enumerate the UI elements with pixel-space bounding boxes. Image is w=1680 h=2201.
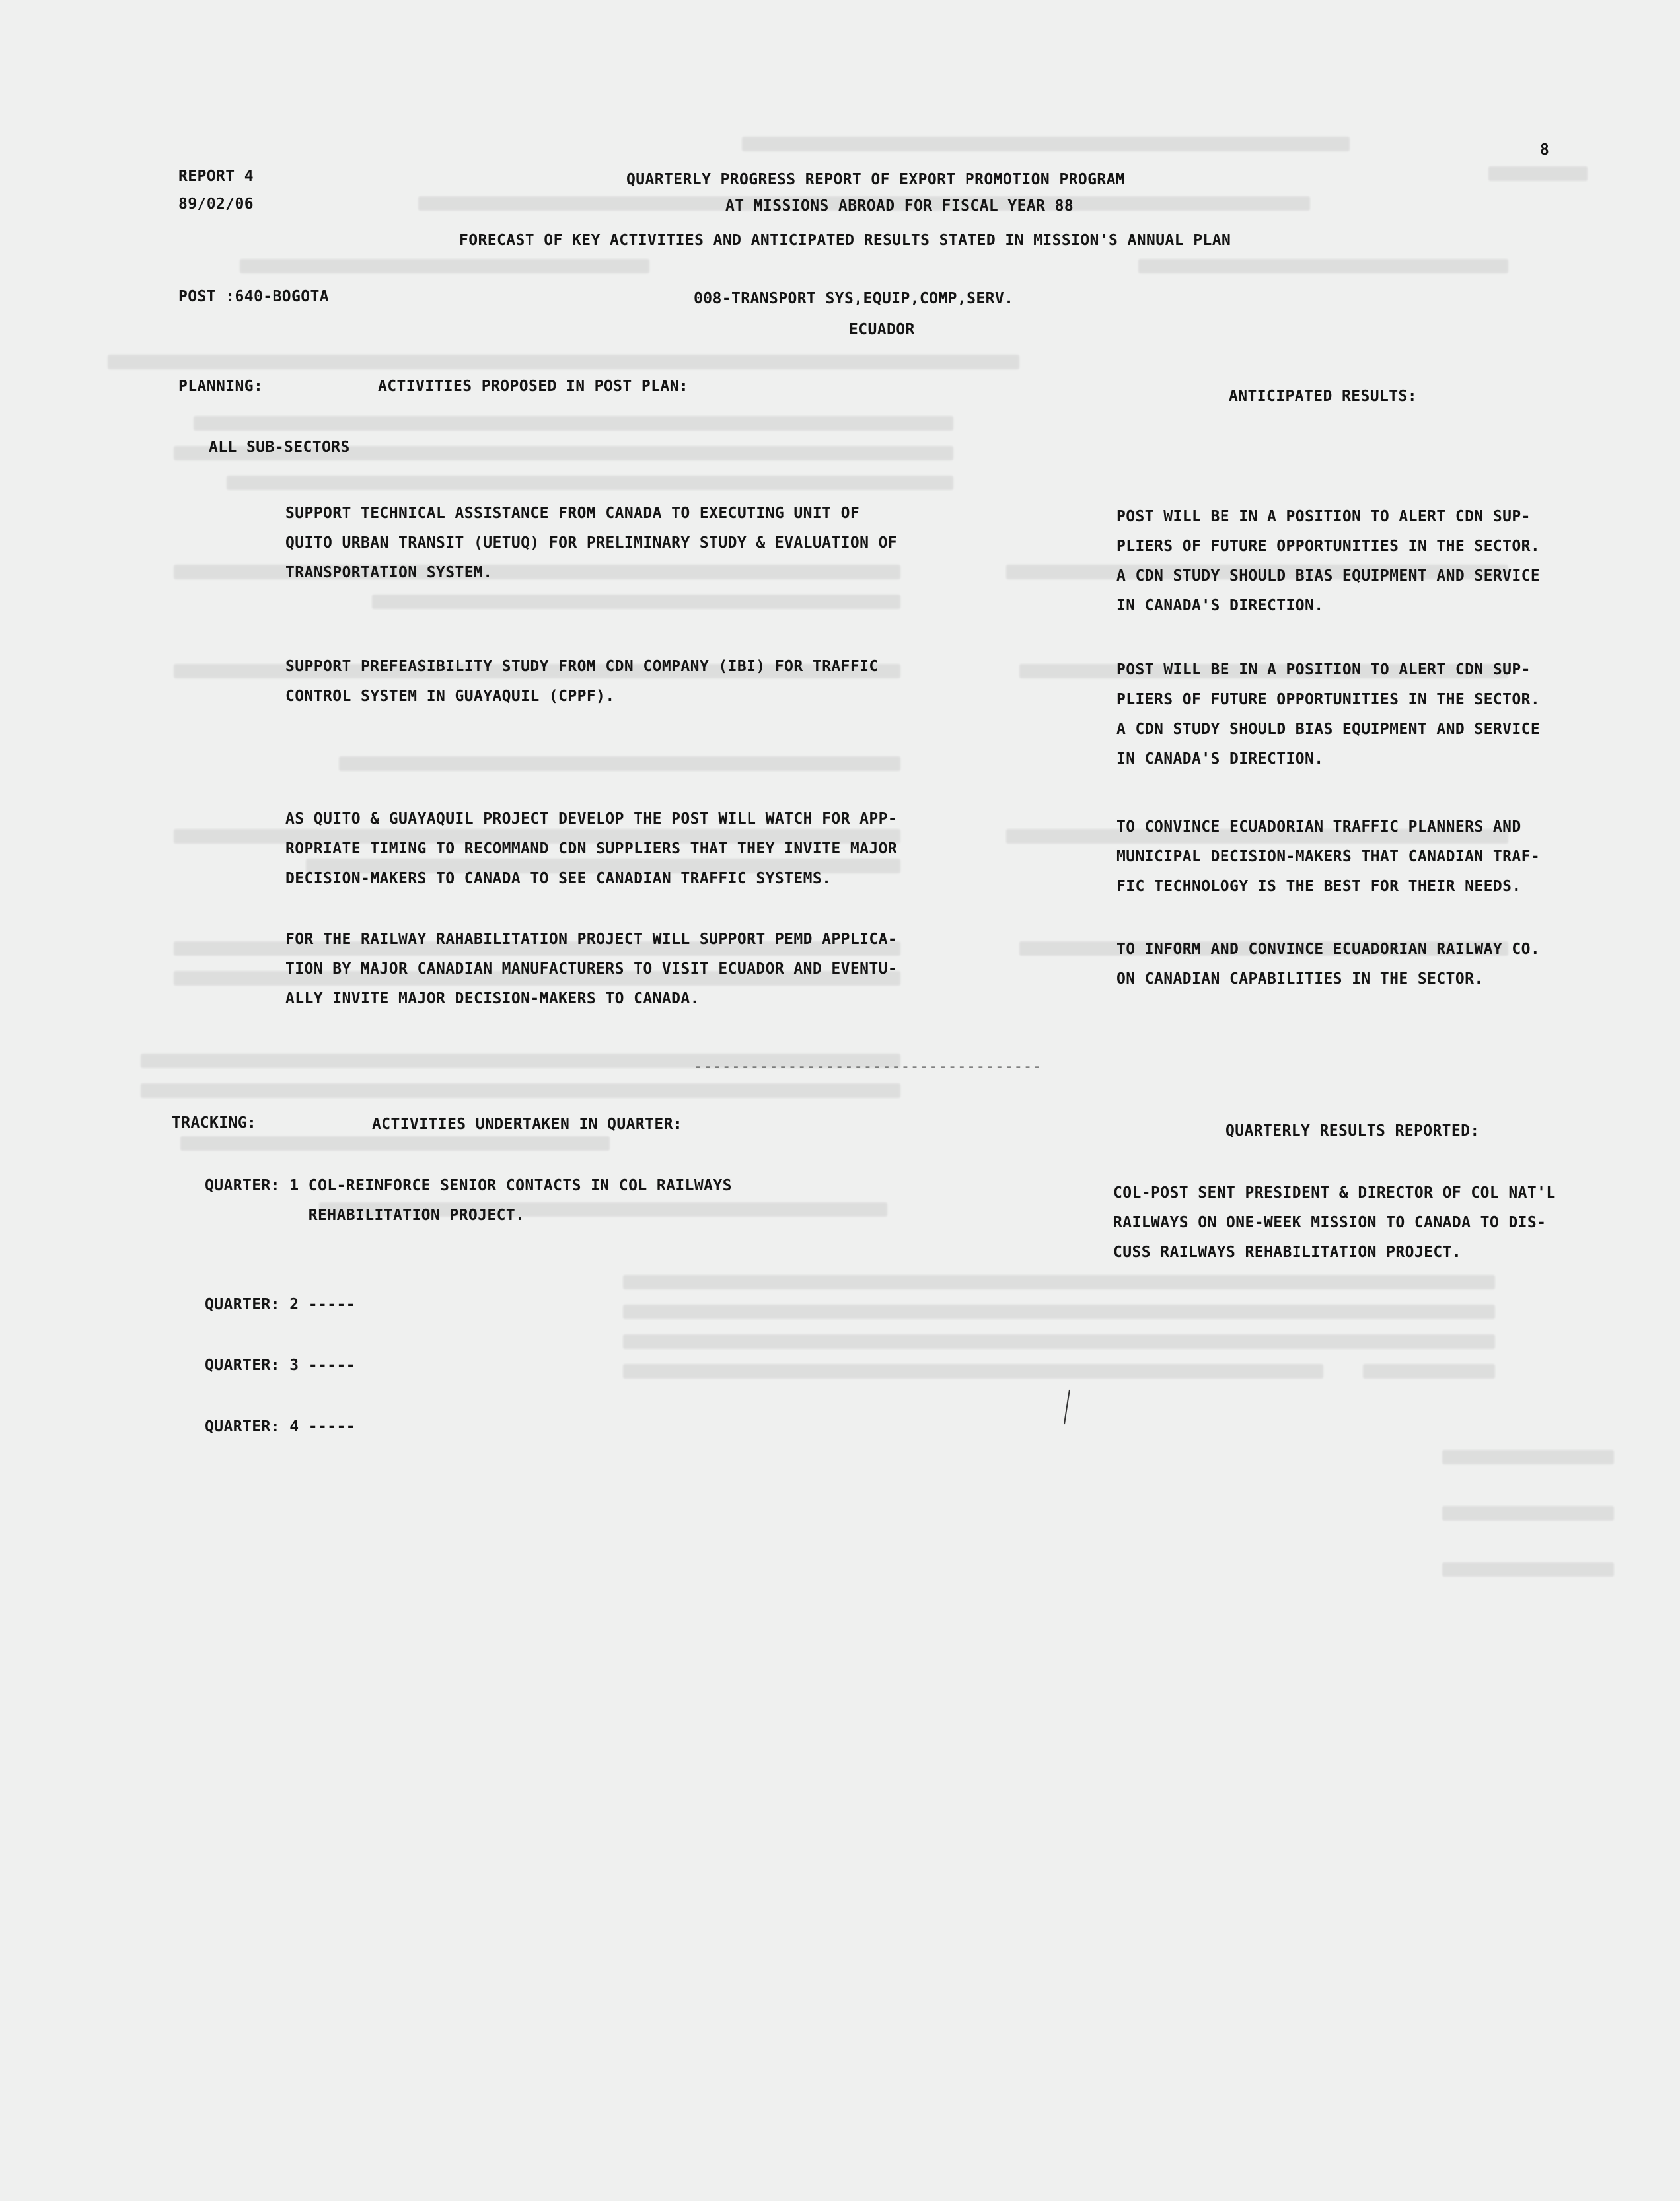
- tracking-activities-heading: ACTIVITIES UNDERTAKEN IN QUARTER:: [372, 1116, 683, 1133]
- activity-line: CONTROL SYSTEM IN GUAYAQUIL (CPPF).: [285, 688, 615, 705]
- planning-activity-3: [285, 805, 897, 894]
- tracking-results-heading: QUARTERLY RESULTS REPORTED:: [1225, 1122, 1480, 1139]
- result-line: ON CANADIAN CAPABILITIES IN THE SECTOR.: [1116, 970, 1484, 988]
- pen-mark: [1060, 1387, 1074, 1427]
- result-line: TO CONVINCE ECUADORIAN TRAFFIC PLANNERS AND: [1116, 818, 1521, 836]
- report-title: QUARTERLY PROGRESS REPORT OF EXPORT PROMOTION PROGRAM: [626, 171, 1126, 188]
- tracking-quarter-4: QUARTER: 4 -----: [205, 1418, 355, 1435]
- activity-line: QUITO URBAN TRANSIT (UETUQ) FOR PRELIMINARY STUDY & EVALUATION OF: [285, 534, 898, 552]
- result-line: MUNICIPAL DECISION-MAKERS THAT CANADIAN TRAF-: [1116, 848, 1541, 865]
- country-label: ECUADOR: [849, 321, 915, 338]
- planning-result-3: [1116, 812, 1540, 902]
- activity-line: ALLY INVITE MAJOR DECISION-MAKERS TO CANADA.: [285, 990, 700, 1007]
- result-line: IN CANADA'S DIRECTION.: [1116, 750, 1324, 768]
- activity-line: REHABILITATION PROJECT.: [205, 1207, 525, 1224]
- tracking-quarter-3: QUARTER: 3 -----: [205, 1357, 355, 1374]
- activity-line: QUARTER: 1 COL-REINFORCE SENIOR CONTACTS IN COL RAILWAYS: [205, 1177, 732, 1194]
- activity-line: TRANSPORTATION SYSTEM.: [285, 564, 493, 581]
- activity-line: DECISION-MAKERS TO CANADA TO SEE CANADIAN TRAFFIC SYSTEMS.: [285, 870, 832, 887]
- result-line: TO INFORM AND CONVINCE ECUADORIAN RAILWAY CO.: [1116, 941, 1541, 958]
- tracking-quarter-1-activity: [205, 1171, 732, 1231]
- subsector-label: ALL SUB-SECTORS: [209, 439, 350, 456]
- report-number: REPORT 4: [178, 168, 254, 185]
- activity-line: TION BY MAJOR CANADIAN MANUFACTURERS TO VISIT ECUADOR AND EVENTU-: [285, 960, 898, 978]
- activity-line: ROPRIATE TIMING TO RECOMMAND CDN SUPPLIERS THAT THEY INVITE MAJOR: [285, 840, 898, 857]
- result-line: PLIERS OF FUTURE OPPORTUNITIES IN THE SECTOR.: [1116, 538, 1541, 555]
- planning-result-2: [1116, 655, 1540, 774]
- planning-result-1: [1116, 502, 1540, 621]
- report-forecast-title: FORECAST OF KEY ACTIVITIES AND ANTICIPATED RESULTS STATED IN MISSION'S ANNUAL PLAN: [459, 232, 1231, 249]
- result-line: POST WILL BE IN A POSITION TO ALERT CDN SUP-: [1116, 508, 1531, 525]
- planning-results-heading: ANTICIPATED RESULTS:: [1229, 388, 1417, 405]
- planning-activity-1: [285, 499, 897, 588]
- planning-result-4: [1116, 935, 1540, 994]
- result-line: PLIERS OF FUTURE OPPORTUNITIES IN THE SECTOR.: [1116, 691, 1541, 708]
- tracking-quarter-2: QUARTER: 2 -----: [205, 1296, 355, 1313]
- activity-line: AS QUITO & GUAYAQUIL PROJECT DEVELOP THE POST WILL WATCH FOR APP-: [285, 811, 898, 828]
- section-separator: -------------------------------------: [694, 1058, 1042, 1075]
- result-line: A CDN STUDY SHOULD BIAS EQUIPMENT AND SERVICE: [1116, 721, 1541, 738]
- result-line: RAILWAYS ON ONE-WEEK MISSION TO CANADA TO DIS-: [1113, 1214, 1547, 1231]
- tracking-quarter-1-result: [1113, 1178, 1556, 1268]
- report-subtitle: AT MISSIONS ABROAD FOR FISCAL YEAR 88: [725, 198, 1074, 215]
- result-line: COL-POST SENT PRESIDENT & DIRECTOR OF COL NAT'L: [1113, 1184, 1556, 1202]
- report-date: 89/02/06: [178, 196, 254, 213]
- planning-activities-heading: ACTIVITIES PROPOSED IN POST PLAN:: [378, 378, 689, 395]
- planning-label: PLANNING:: [178, 378, 264, 395]
- activity-line: SUPPORT PREFEASIBILITY STUDY FROM CDN COMPANY (IBI) FOR TRAFFIC: [285, 658, 879, 675]
- result-line: CUSS RAILWAYS REHABILITATION PROJECT.: [1113, 1244, 1462, 1261]
- result-line: IN CANADA'S DIRECTION.: [1116, 597, 1324, 614]
- post-label: POST :640-BOGOTA: [178, 288, 329, 305]
- planning-activity-2: [285, 652, 879, 711]
- result-line: A CDN STUDY SHOULD BIAS EQUIPMENT AND SERVICE: [1116, 567, 1541, 585]
- result-line: FIC TECHNOLOGY IS THE BEST FOR THEIR NEEDS.: [1116, 878, 1521, 895]
- activity-line: SUPPORT TECHNICAL ASSISTANCE FROM CANADA TO EXECUTING UNIT OF: [285, 505, 860, 522]
- sector-label: 008-TRANSPORT SYS,EQUIP,COMP,SERV.: [694, 290, 1014, 307]
- activity-line: FOR THE RAILWAY RAHABILITATION PROJECT WILL SUPPORT PEMD APPLICA-: [285, 931, 898, 948]
- page-number: 8: [1540, 141, 1550, 159]
- planning-activity-4: [285, 925, 897, 1014]
- tracking-label: TRACKING:: [172, 1114, 257, 1132]
- result-line: POST WILL BE IN A POSITION TO ALERT CDN SUP-: [1116, 661, 1531, 678]
